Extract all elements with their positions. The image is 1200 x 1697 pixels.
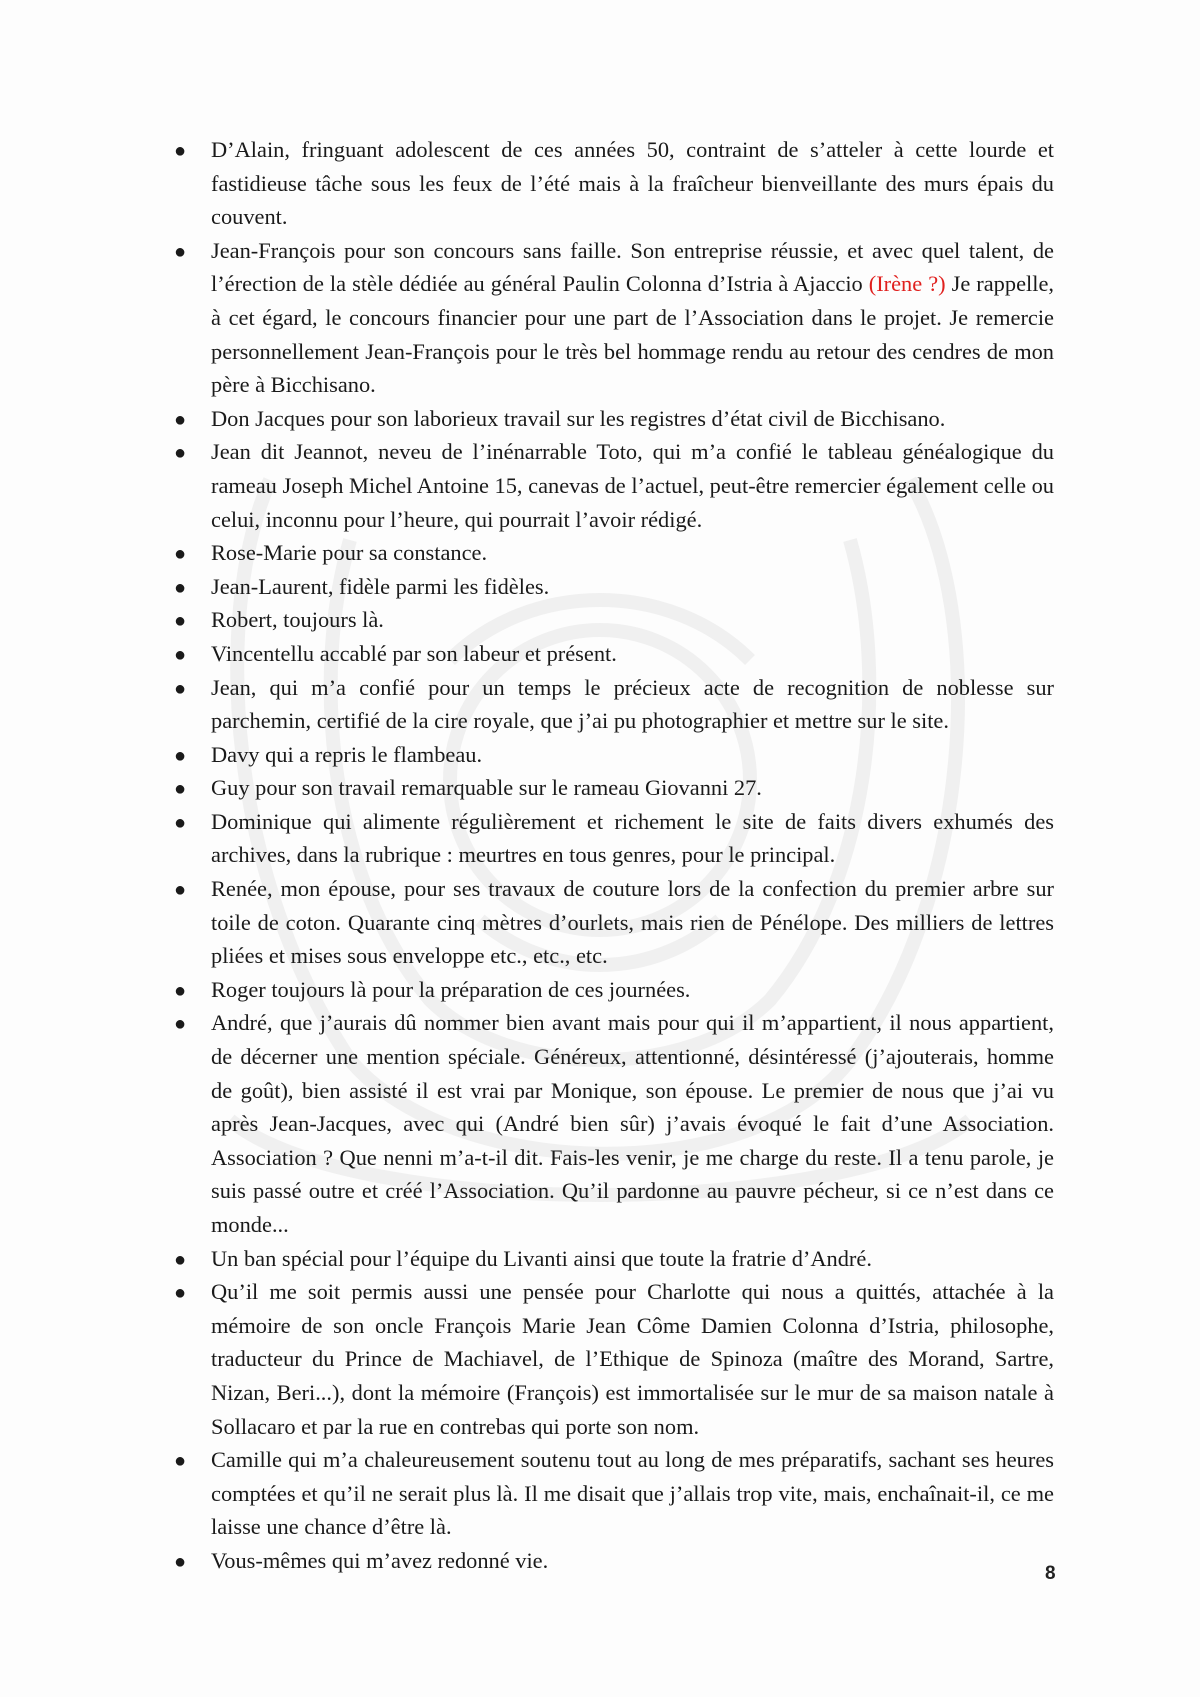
list-item: ● Roger toujours là pour la préparation de ces journées. (168, 973, 1054, 1007)
highlight-note: (Irène ?) (868, 271, 946, 297)
list-item: ● D’Alain, fringuant adolescent de ces années 50, contraint de s’atteler à cette lourde et fastidieuse tâche sous les feux de l’été mais à la fraîcheur bienveillante des murs épais du couvent. (168, 133, 1054, 234)
acknowledgements-list (168, 133, 1054, 1578)
bullet-icon: ● (174, 1282, 187, 1305)
bullet-icon: ● (174, 1248, 187, 1271)
bullet-icon: ● (174, 610, 187, 633)
bullet-icon: ● (174, 408, 187, 431)
list-item: ● Jean, qui m’a confié pour un temps le précieux acte de recognition de noblesse sur parchemin, certifié de la cire royale, que j’ai pu photographier et mettre sur le site. (168, 671, 1054, 738)
bullet-icon: ● (174, 879, 187, 902)
list-item: ● Vous-mêmes qui m’avez redonné vie. (168, 1544, 1054, 1578)
list-item: ● Jean-Laurent, fidèle parmi les fidèles. (168, 570, 1054, 604)
list-item: ● Jean dit Jeannot, neveu de l’inénarrable Toto, qui m’a confié le tableau généalogique du rameau Joseph Michel Antoine 15, canevas de l’actuel, peut-être remercier également celle ou celui, inconnu pour l’heure, qui pourrait l’avoir rédigé. (168, 435, 1054, 536)
bullet-icon: ● (174, 240, 187, 263)
bullet-icon: ● (174, 1013, 187, 1036)
bullet-icon: ● (174, 643, 187, 666)
bullet-icon: ● (174, 744, 187, 767)
bullet-icon: ● (174, 576, 187, 599)
bullet-icon: ● (174, 811, 187, 834)
list-item: ● Davy qui a repris le flambeau. (168, 738, 1054, 772)
list-item: ● Renée, mon épouse, pour ses travaux de couture lors de la confection du premier arbre sur toile de coton. Quarante cinq mètres d’ourlets, mais rien de Pénélope. Des milliers de lettres pliées et mises sous enveloppe etc., etc., etc. (168, 872, 1054, 973)
bullet-icon: ● (174, 979, 187, 1002)
list-item: ● Jean-François pour son concours sans faille. Son entreprise réussie, et avec quel talent, de l’érection de la stèle dédiée au général Paulin Colonna d’Istria à Ajaccio (Irène ?) Je rappelle, à cet égard, le concours financier pour une part de l’Association dans le projet. Je remercie personnellement Jean-François pour le très bel hommage rendu au retour des cendres de mon père à Bicchisano. (168, 234, 1054, 402)
list-item: ● Dominique qui alimente régulièrement et richement le site de faits divers exhumés des archives, dans la rubrique : meurtres en tous genres, pour le principal. (168, 805, 1054, 872)
page-number: 8 (1045, 1563, 1056, 1584)
bullet-icon: ● (174, 1550, 187, 1573)
list-item: ● Qu’il me soit permis aussi une pensée pour Charlotte qui nous a quittés, attachée à la mémoire de son oncle François Marie Jean Côme Damien Colonna d’Istria, philosophe, traducteur du Prince de Machiavel, de l’Ethique de Spinoza (maître des Morand, Sartre, Nizan, Beri...), dont la mémoire (François) est immortalisée sur le mur de sa maison natale à Sollacaro et par la rue en contrebas qui porte son nom. (168, 1275, 1054, 1443)
bullet-icon: ● (174, 442, 187, 465)
bullet-icon: ● (174, 543, 187, 566)
list-item: ● Un ban spécial pour l’équipe du Livanti ainsi que toute la fratrie d’André. (168, 1242, 1054, 1276)
list-item: ● Rose-Marie pour sa constance. (168, 536, 1054, 570)
list-item: ● Camille qui m’a chaleureusement soutenu tout au long de mes préparatifs, sachant ses heures comptées et qu’il ne serait plus là. Il me disait que j’allais trop vite, mais, enchaînait-il, ce me laisse une chance d’être là. (168, 1443, 1054, 1544)
bullet-icon: ● (174, 778, 187, 801)
list-item: ● Robert, toujours là. (168, 603, 1054, 637)
list-item: ● Guy pour son travail remarquable sur le rameau Giovanni 27. (168, 771, 1054, 805)
list-item: ● Don Jacques pour son laborieux travail sur les registres d’état civil de Bicchisano. (168, 402, 1054, 436)
list-item: ● Vincentellu accablé par son labeur et présent. (168, 637, 1054, 671)
bullet-icon: ● (174, 1450, 187, 1473)
bullet-icon: ● (174, 677, 187, 700)
list-item: ● André, que j’aurais dû nommer bien avant mais pour qui il m’appartient, il nous appartient, de décerner une mention spéciale. Généreux, attentionné, désintéressé (j’ajouterais, homme de goût), bien assisté il est vrai par Monique, son épouse. Le premier de nous que j’ai vu après Jean-Jacques, avec qui (André bien sûr) j’avais évoqué le fait d’une Association. Association ? Que nenni m’a-t-il dit. Fais-les venir, je me charge du reste. Il a tenu parole, je suis passé outre et créé l’Association. Qu’il pardonne au pauvre pécheur, si ce n’est dans ce monde... (168, 1006, 1054, 1241)
bullet-icon: ● (174, 140, 187, 162)
acknowledgements-list-container (168, 133, 1054, 1578)
